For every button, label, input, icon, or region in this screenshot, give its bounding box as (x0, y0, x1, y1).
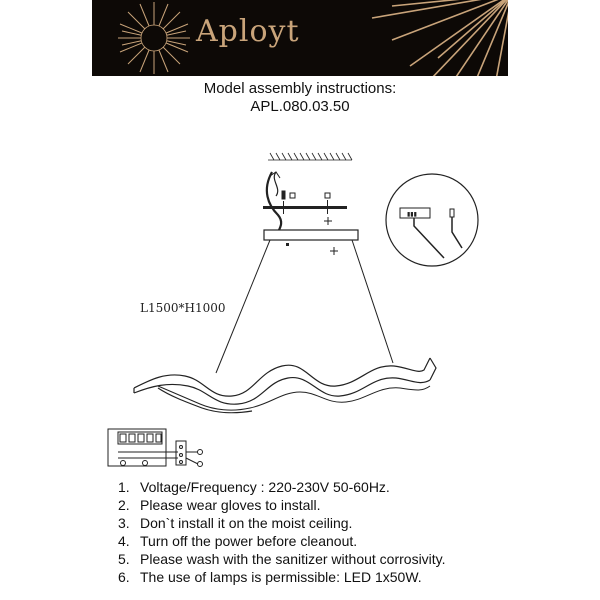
canopy (264, 230, 358, 240)
instruction-list (118, 478, 446, 586)
brand-banner (92, 0, 508, 76)
mounting-bracket (263, 206, 347, 209)
list-item: 1. Voltage/Frequency : 220-230V 50-60Hz. (118, 479, 390, 495)
supply-wire (267, 172, 281, 232)
list-item: 4. Turn off the power before cleanout. (118, 533, 358, 549)
list-item: 6. The use of lamps is permissible: LED 1x50W. (118, 569, 422, 585)
wave-lamp-body (134, 358, 436, 413)
fixture-drawing (0, 140, 600, 480)
list-item: 5. Please wash with the sanitizer without corrosivity. (118, 551, 446, 567)
terminal-block-schematic (108, 429, 203, 467)
svg-text:▮▮▮: ▮▮▮ (407, 211, 417, 218)
sunburst-decoration (92, 0, 508, 76)
wiring-detail-circle (386, 174, 478, 266)
suspension-cable-right (352, 240, 393, 363)
list-item: 2. Please wear gloves to install. (118, 497, 321, 513)
dimensions-label: L1500*H1000 (140, 301, 226, 315)
screw-icon-2 (330, 247, 338, 255)
brand-logo-text: Aployt (196, 14, 300, 49)
model-number: APL.080.03.50 (250, 98, 350, 115)
page-title: Model assembly instructions: (203, 80, 397, 97)
ceiling-hatch (268, 153, 352, 160)
list-item: 3. Don`t install it on the moist ceiling. (118, 515, 353, 531)
